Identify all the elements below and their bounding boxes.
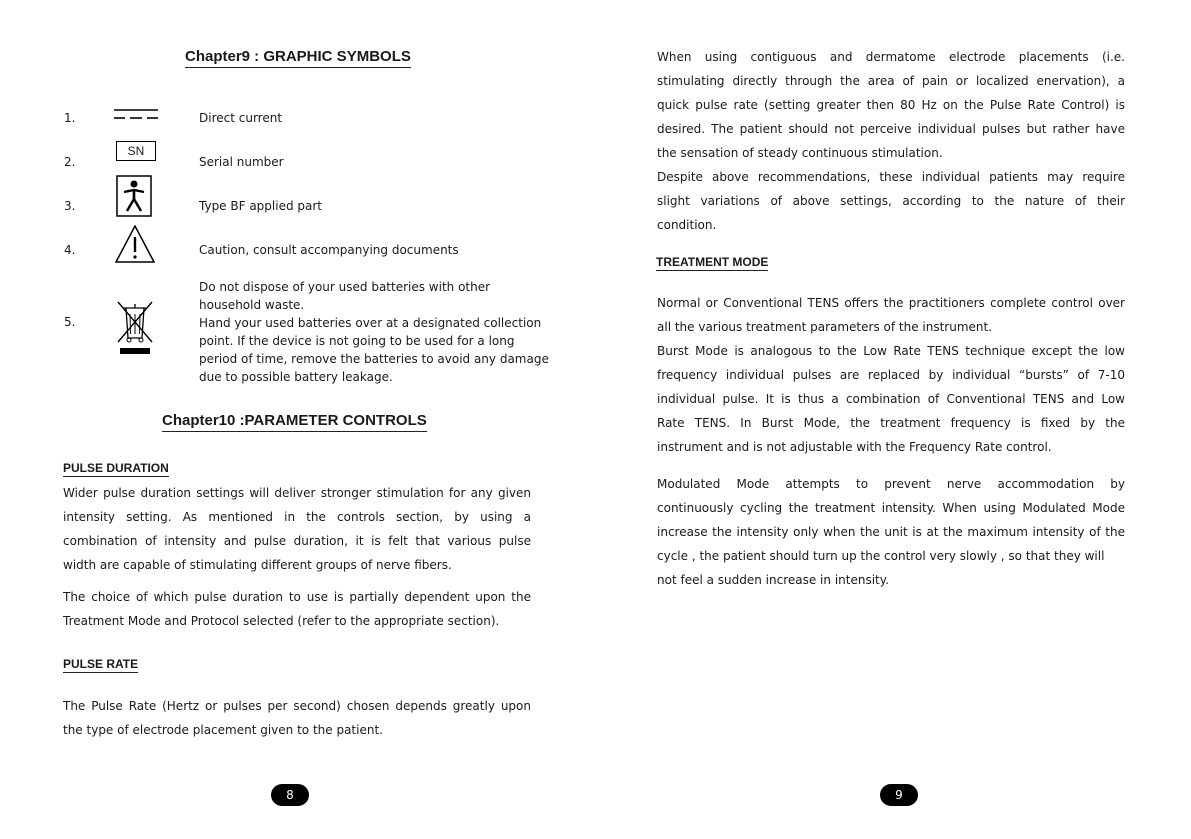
text-line: combination of intensity and pulse duration, it is felt that various pulse (63, 534, 531, 548)
text-line: The choice of which pulse duration to use is partially dependent upon the (63, 590, 531, 604)
text-line: quick pulse rate (setting greater then 80 Hz on the Pulse Rate Control) is (657, 98, 1125, 112)
symbol-label: Caution, consult accompanying documents (199, 243, 459, 257)
symbol-label: Direct current (199, 111, 283, 125)
crossed-bin-icon (115, 300, 155, 360)
text-line: slight variations of above settings, according to the nature of their (657, 194, 1125, 208)
pulse-duration-paragraph-1 (63, 481, 531, 577)
serial-number-icon: SN (116, 141, 156, 161)
text-line: period of time, remove the batteries to avoid any damage (199, 352, 549, 366)
direct-current-icon (114, 106, 158, 125)
text-line: cycle , the patient should turn up the control very slowly , so that they will (657, 549, 1105, 563)
pulse-duration-paragraph-2 (63, 585, 531, 633)
text-line: individual pulse. It is thus a combination of Conventional TENS and Low (657, 392, 1125, 406)
text-line: point. If the device is not going to be used for a long (199, 334, 515, 348)
caution-icon (115, 225, 155, 267)
text-line: width are capable of stimulating different groups of nerve fibers. (63, 558, 452, 572)
text-line: Hand your used batteries over at a designated collection (199, 316, 542, 330)
treatment-mode-heading: TREATMENT MODE (656, 255, 769, 269)
battery-disposal-text (199, 278, 559, 386)
text-line: the type of electrode placement given to the patient. (63, 723, 383, 737)
text-line: the sensation of steady continuous stimulation. (657, 146, 943, 160)
text-line: Modulated Mode attempts to prevent nerve accommodation by (657, 477, 1125, 491)
text-line: stimulating directly through the area of pain or localized enervation), a (657, 74, 1125, 88)
chapter9-title: Chapter9 : GRAPHIC SYMBOLS (185, 48, 411, 68)
page-number-9: 9 (880, 784, 918, 806)
text-line: Rate TENS. In Burst Mode, the treatment frequency is fixed by the (657, 416, 1125, 430)
text-line: desired. The patient should not perceive individual pulses but rather have (657, 122, 1125, 136)
treatment-mode-paragraph-1 (657, 291, 1125, 459)
text-line: household waste. (199, 298, 305, 312)
text-line: Do not dispose of your used batteries with other (199, 280, 491, 294)
type-bf-applied-part-icon (116, 175, 152, 221)
electrode-placement-paragraph (657, 45, 1125, 165)
pulse-duration-heading: PULSE DURATION (63, 461, 169, 475)
pulse-rate-paragraph (63, 694, 531, 742)
text-line: When using contiguous and dermatome electrode placements (i.e. (657, 50, 1125, 64)
text-line: Despite above recommendations, these individual patients may require (657, 170, 1125, 184)
text-line: Normal or Conventional TENS offers the practitioners complete control over (657, 296, 1125, 310)
symbol-number: 3. (64, 199, 76, 213)
treatment-mode-paragraph-2 (657, 472, 1125, 592)
symbol-number: 1. (64, 111, 76, 125)
symbol-number: 2. (64, 155, 76, 169)
text-line: frequency individual pulses are replaced by individual “bursts” of 7-10 (657, 368, 1125, 382)
text-line: Burst Mode is analogous to the Low Rate TENS technique except the low (657, 344, 1125, 358)
text-line: not feel a sudden increase in intensity. (657, 573, 889, 587)
text-line: instrument and is not adjustable with the Frequency Rate control. (657, 440, 1052, 454)
text-line: The Pulse Rate (Hertz or pulses per second) chosen depends greatly upon (63, 699, 531, 713)
chapter10-title: Chapter10 :PARAMETER CONTROLS (162, 412, 427, 432)
text-line: all the various treatment parameters of the instrument. (657, 320, 993, 334)
symbol-number: 5. (64, 315, 76, 329)
text-line: condition. (657, 218, 717, 232)
symbol-label: Serial number (199, 155, 284, 169)
recommendations-paragraph (657, 165, 1125, 237)
pulse-rate-heading: PULSE RATE (63, 657, 139, 671)
page-number-8: 8 (271, 784, 309, 806)
text-line: Treatment Mode and Protocol selected (refer to the appropriate section). (63, 614, 500, 628)
text-line: increase the intensity only when the unit is at the maximum intensity of the (657, 525, 1125, 539)
text-line: due to possible battery leakage. (199, 370, 393, 384)
text-line: Wider pulse duration settings will deliver stronger stimulation for any given (63, 486, 531, 500)
text-line: continuously cycling the treatment intensity. When using Modulated Mode (657, 501, 1125, 515)
text-line: intensity setting. As mentioned in the controls section, by using a (63, 510, 531, 524)
symbol-number: 4. (64, 243, 76, 257)
symbol-label: Type BF applied part (199, 199, 323, 213)
